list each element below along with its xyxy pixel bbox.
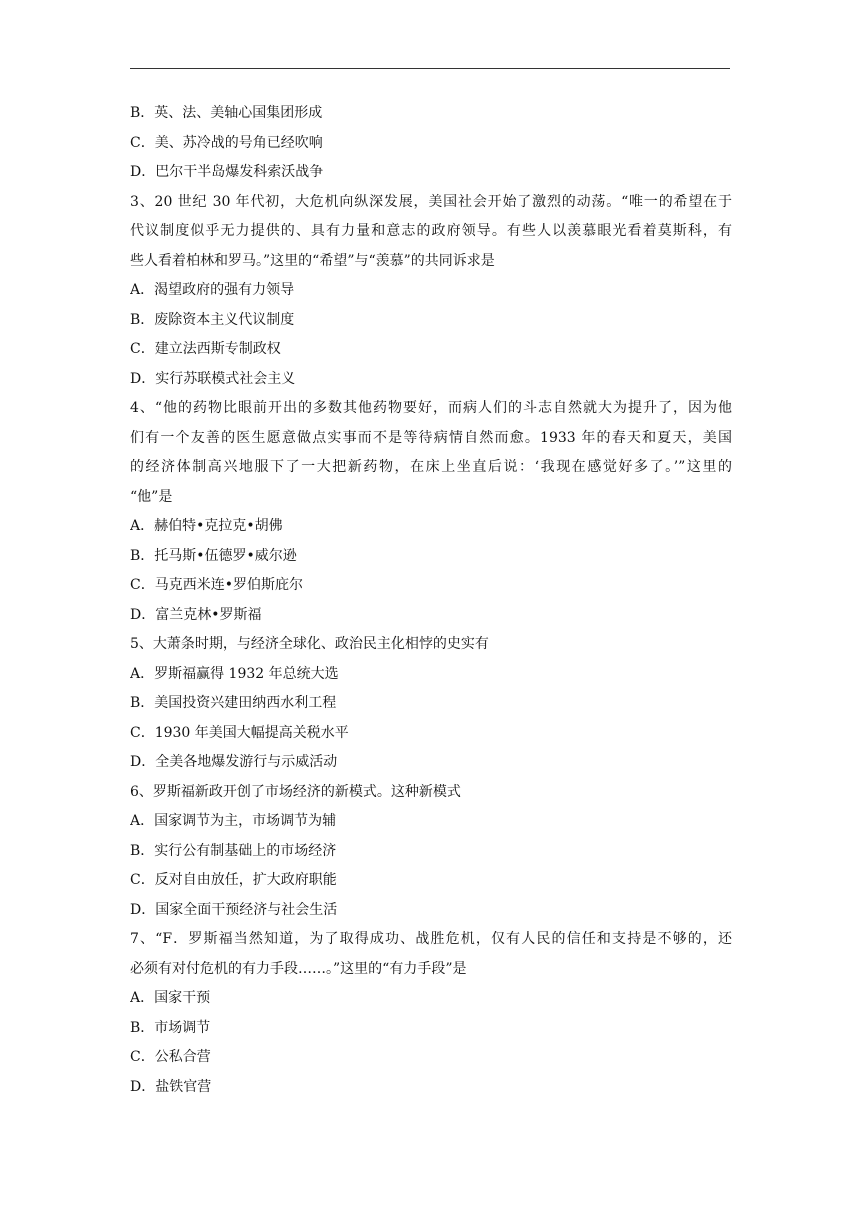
- option-line: C．美、苏冷战的号角已经吹响: [130, 134, 323, 151]
- question-line: 6、罗斯福新政开创了市场经济的新模式。这种新模式: [130, 783, 461, 800]
- option-line: C．建立法西斯专制政权: [130, 341, 281, 357]
- option-line: A．渴望政府的强有力领导: [130, 282, 295, 298]
- option-line: A．国家干预: [130, 990, 211, 1006]
- question-line: 们有一个友善的医生愿意做点实事而不是等待病情自然而愈。1933 年的春天和夏天，美国: [130, 429, 732, 446]
- option-line: D．富兰克林•罗斯福: [130, 606, 262, 623]
- option-line: B．托马斯•伍德罗•威尔逊: [130, 547, 297, 564]
- option-line: B．废除资本主义代议制度: [130, 311, 295, 328]
- option-line: C．马克西米连•罗伯斯庇尔: [130, 577, 303, 593]
- option-line: A．罗斯福赢得 1932 年总统大选: [130, 665, 339, 682]
- option-line: C．公私合营: [130, 1049, 211, 1065]
- document-body: [130, 99, 732, 1102]
- option-line: C．1930 年美国大幅提高关税水平: [130, 724, 349, 741]
- question-line: 些人看着柏林和罗马。”这里的“希望”与“羡慕”的共同诉求是: [130, 252, 495, 269]
- question-line: 必须有对付危机的有力手段……。”这里的“有力手段”是: [130, 960, 467, 977]
- option-line: C．反对自由放任，扩大政府职能: [130, 872, 337, 888]
- option-line: A．赫伯特•克拉克•胡佛: [130, 518, 283, 534]
- question-line: “他”是: [130, 488, 173, 505]
- option-line: D．实行苏联模式社会主义: [130, 370, 296, 387]
- option-line: B．市场调节: [130, 1019, 211, 1036]
- option-line: D．巴尔干半岛爆发科索沃战争: [130, 164, 324, 180]
- question-line: 5、大萧条时期，与经济全球化、政治民主化相悖的史实有: [130, 636, 489, 652]
- header-rule: [130, 68, 730, 69]
- question-line: 代议制度似乎无力提供的、具有力量和意志的政府领导。有些人以羡慕眼光看着莫斯科，有: [130, 223, 732, 239]
- option-line: B．英、法、美轴心国集团形成: [130, 105, 323, 121]
- question-line: 4、“他的药物比眼前开出的多数其他药物要好，而病人们的斗志自然就大为提升了，因为他: [130, 400, 732, 416]
- option-line: B．实行公有制基础上的市场经济: [130, 842, 337, 859]
- option-line: D．全美各地爆发游行与示威活动: [130, 754, 338, 770]
- option-line: B．美国投资兴建田纳西水利工程: [130, 695, 337, 711]
- option-line: A．国家调节为主，市场调节为辅: [130, 813, 337, 829]
- option-line: D．盐铁官营: [130, 1078, 212, 1095]
- question-line: 的经济体制高兴地服下了一大把新药物，在床上坐直后说：‘我现在感觉好多了。’”这里的: [130, 459, 732, 475]
- question-line: 3、20 世纪 30 年代初，大危机向纵深发展，美国社会开始了激烈的动荡。“唯一的希望在于: [130, 193, 732, 210]
- option-line: D．国家全面干预经济与社会生活: [130, 901, 338, 918]
- question-line: 7、“F．罗斯福当然知道，为了取得成功、战胜危机，仅有人民的信任和支持是不够的，还: [130, 931, 732, 947]
